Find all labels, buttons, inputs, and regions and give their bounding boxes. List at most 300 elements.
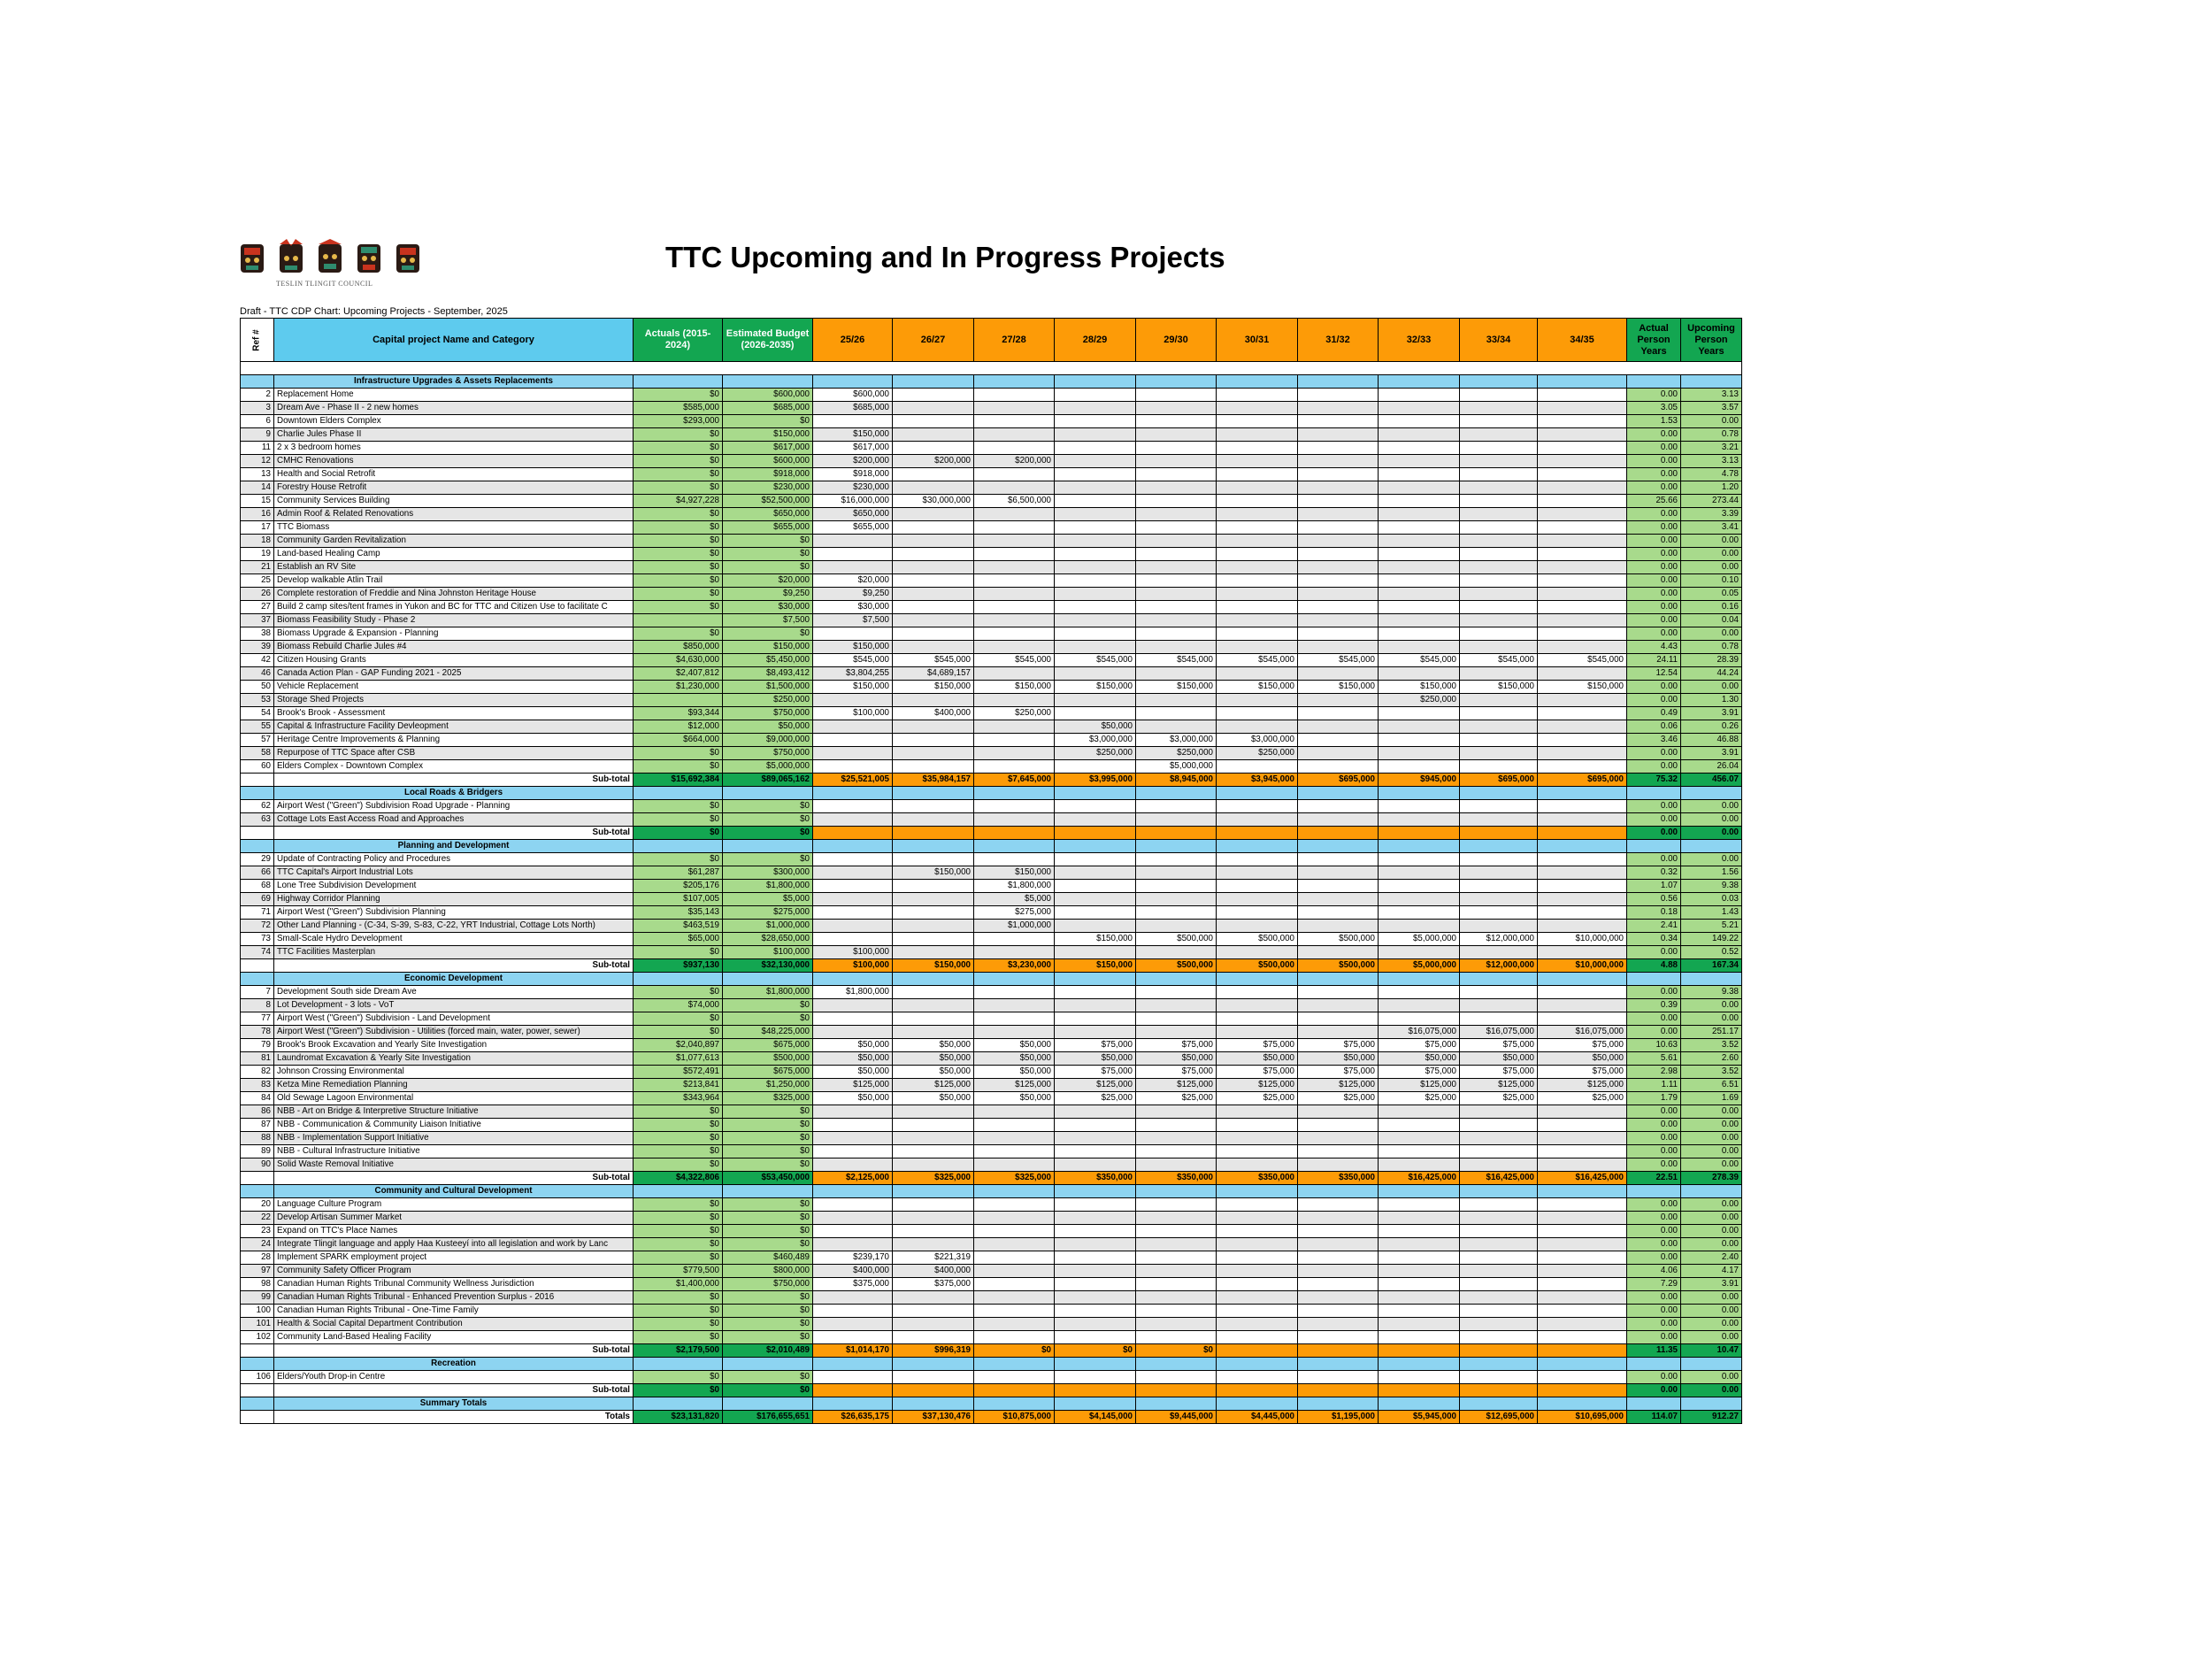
estimated-cell: $325,000 xyxy=(723,1092,813,1105)
section-fill-cell xyxy=(813,1397,893,1411)
project-name: Update of Contracting Policy and Procedures xyxy=(274,853,634,866)
year-cell xyxy=(1136,986,1217,999)
project-name: Storage Shed Projects xyxy=(274,694,634,707)
upcoming-py-cell: 4.17 xyxy=(1681,1265,1742,1278)
actual-py-cell: 0.00 xyxy=(1627,1225,1681,1238)
upcoming-py-cell: 2.60 xyxy=(1681,1052,1742,1066)
year-total: $37,130,476 xyxy=(893,1411,974,1424)
estimated-cell: $0 xyxy=(723,1145,813,1158)
actual-py-cell: 0.00 xyxy=(1627,1318,1681,1331)
table-row xyxy=(241,880,1742,893)
year-cell xyxy=(1538,601,1627,614)
table-row xyxy=(241,1251,1742,1265)
actuals-cell: $0 xyxy=(634,813,723,827)
actuals-cell: $0 xyxy=(634,946,723,959)
year-cell: $545,000 xyxy=(1379,654,1460,667)
subtotal-label: Sub-total xyxy=(274,1172,634,1185)
section-fill-cell xyxy=(1681,1358,1742,1371)
actual-py-cell: 4.43 xyxy=(1627,641,1681,654)
year-cell xyxy=(1136,880,1217,893)
year-cell xyxy=(1460,813,1538,827)
section-header-row xyxy=(241,787,1742,800)
ref-number: 62 xyxy=(241,800,274,813)
project-name: Old Sewage Lagoon Environmental xyxy=(274,1092,634,1105)
year-cell xyxy=(1217,428,1298,442)
year-cell xyxy=(1217,866,1298,880)
year-cell xyxy=(1055,641,1136,654)
year-cell xyxy=(1217,707,1298,720)
actual-py-cell: 24.11 xyxy=(1627,654,1681,667)
year-cell xyxy=(974,1145,1055,1158)
year-cell xyxy=(974,415,1055,428)
year-cell xyxy=(1379,920,1460,933)
project-name: Highway Corridor Planning xyxy=(274,893,634,906)
upcoming-py-cell: 0.00 xyxy=(1681,415,1742,428)
year-cell xyxy=(1055,1251,1136,1265)
year-cell xyxy=(1298,707,1379,720)
year-cell xyxy=(1538,1318,1627,1331)
upcoming-py-cell: 3.13 xyxy=(1681,389,1742,402)
section-header-row xyxy=(241,840,1742,853)
year-cell xyxy=(1379,548,1460,561)
estimated-cell: $675,000 xyxy=(723,1039,813,1052)
year-total xyxy=(1217,1344,1298,1358)
estimated-cell: $250,000 xyxy=(723,694,813,707)
section-fill-cell xyxy=(1379,1185,1460,1198)
actual-py-cell: 0.00 xyxy=(1627,1305,1681,1318)
year-cell xyxy=(1217,1318,1298,1331)
year-cell xyxy=(893,1012,974,1026)
actual-py-cell: 0.49 xyxy=(1627,707,1681,720)
year-total xyxy=(1460,1384,1538,1397)
year-cell xyxy=(1460,1238,1538,1251)
ref-number: 53 xyxy=(241,694,274,707)
year-cell xyxy=(1136,999,1217,1012)
actuals-cell: $74,000 xyxy=(634,999,723,1012)
project-name: Airport West ("Green") Subdivision - Land Development xyxy=(274,1012,634,1026)
estimated-cell: $0 xyxy=(723,800,813,813)
estimated-cell: $50,000 xyxy=(723,720,813,734)
ref-number: 100 xyxy=(241,1305,274,1318)
year-cell xyxy=(1538,747,1627,760)
estimated-cell: $500,000 xyxy=(723,1052,813,1066)
actual-py-cell: 0.00 xyxy=(1627,428,1681,442)
year-cell xyxy=(1217,1026,1298,1039)
table-row xyxy=(241,601,1742,614)
year-cell xyxy=(893,906,974,920)
actual-py-cell: 0.00 xyxy=(1627,747,1681,760)
year-cell xyxy=(893,561,974,574)
section-fill-cell xyxy=(1460,973,1538,986)
year-cell xyxy=(813,893,893,906)
year-cell xyxy=(974,561,1055,574)
year-cell xyxy=(1217,402,1298,415)
upcoming-py-cell: 0.00 xyxy=(1681,1105,1742,1119)
year-cell xyxy=(893,614,974,627)
year-cell xyxy=(1055,1132,1136,1145)
estimated-cell: $100,000 xyxy=(723,946,813,959)
year-total: $500,000 xyxy=(1217,959,1298,973)
upcoming-py-cell: 26.04 xyxy=(1681,760,1742,774)
table-row xyxy=(241,720,1742,734)
year-cell: $25,000 xyxy=(1538,1092,1627,1105)
year-cell xyxy=(1379,481,1460,495)
upcoming-py-cell: 1.43 xyxy=(1681,906,1742,920)
year-cell xyxy=(974,853,1055,866)
actuals-cell: $0 xyxy=(634,1145,723,1158)
upcoming-py-cell: 0.00 xyxy=(1681,1305,1742,1318)
section-fill-cell xyxy=(634,1397,723,1411)
ref-number: 83 xyxy=(241,1079,274,1092)
year-cell xyxy=(1298,1291,1379,1305)
year-cell xyxy=(1538,1265,1627,1278)
ref-number: 72 xyxy=(241,920,274,933)
year-cell xyxy=(1460,1331,1538,1344)
year-cell xyxy=(893,508,974,521)
upcoming-py-cell: 0.16 xyxy=(1681,601,1742,614)
table-row xyxy=(241,1012,1742,1026)
section-fill-cell xyxy=(1538,973,1627,986)
actual-py-cell: 0.00 xyxy=(1627,1371,1681,1384)
section-header-row xyxy=(241,973,1742,986)
upcoming-py-cell: 0.04 xyxy=(1681,614,1742,627)
year-cell: $75,000 xyxy=(1298,1039,1379,1052)
year-total: $150,000 xyxy=(893,959,974,973)
year-total: $3,995,000 xyxy=(1055,774,1136,787)
year-total: $5,945,000 xyxy=(1379,1411,1460,1424)
section-fill-cell xyxy=(634,840,723,853)
year-cell xyxy=(1538,442,1627,455)
upcoming-py-cell: 44.24 xyxy=(1681,667,1742,681)
year-cell: $5,000,000 xyxy=(1379,933,1460,946)
actuals-cell: $343,964 xyxy=(634,1092,723,1105)
year-cell xyxy=(1460,1278,1538,1291)
actual-py-cell: 1.79 xyxy=(1627,1092,1681,1105)
year-cell xyxy=(893,999,974,1012)
ref-number: 86 xyxy=(241,1105,274,1119)
year-cell xyxy=(1538,468,1627,481)
year-cell xyxy=(1217,601,1298,614)
year-cell: $16,075,000 xyxy=(1460,1026,1538,1039)
section-fill-cell xyxy=(1379,1397,1460,1411)
ref-number: 38 xyxy=(241,627,274,641)
year-cell xyxy=(1298,481,1379,495)
year-cell: $3,000,000 xyxy=(1136,734,1217,747)
ref-number: 81 xyxy=(241,1052,274,1066)
table-row xyxy=(241,1278,1742,1291)
actuals-cell: $0 xyxy=(634,627,723,641)
year-cell xyxy=(974,747,1055,760)
year-total xyxy=(893,827,974,840)
year-cell xyxy=(1136,1305,1217,1318)
section-fill-cell xyxy=(1298,1397,1379,1411)
actuals-cell: $12,000 xyxy=(634,720,723,734)
upcoming-py-cell: 3.91 xyxy=(1681,747,1742,760)
year-cell xyxy=(1217,760,1298,774)
upcoming-py-cell: 251.17 xyxy=(1681,1026,1742,1039)
year-cell xyxy=(893,601,974,614)
year-total: $0 xyxy=(1136,1344,1217,1358)
year-cell xyxy=(974,1225,1055,1238)
year-cell xyxy=(813,1145,893,1158)
project-name: Develop Artisan Summer Market xyxy=(274,1212,634,1225)
year-cell xyxy=(813,1238,893,1251)
year-cell xyxy=(1136,1251,1217,1265)
ref-number: 22 xyxy=(241,1212,274,1225)
estimated-total: $2,010,489 xyxy=(723,1344,813,1358)
year-cell xyxy=(1136,707,1217,720)
year-cell: $75,000 xyxy=(1379,1066,1460,1079)
year-cell xyxy=(1298,720,1379,734)
upcoming-py-cell: 9.38 xyxy=(1681,986,1742,999)
year-cell: $250,000 xyxy=(1055,747,1136,760)
header-actuals: Actuals (2015-2024) xyxy=(634,319,723,362)
year-cell xyxy=(1298,1119,1379,1132)
section-fill-cell xyxy=(893,375,974,389)
crest-figure-5 xyxy=(396,244,419,273)
ref-number: 37 xyxy=(241,614,274,627)
year-cell: $50,000 xyxy=(1055,1052,1136,1066)
actuals-cell: $293,000 xyxy=(634,415,723,428)
year-cell xyxy=(1538,707,1627,720)
year-cell xyxy=(1538,906,1627,920)
year-cell xyxy=(1538,535,1627,548)
actuals-cell: $0 xyxy=(634,588,723,601)
year-cell xyxy=(1379,574,1460,588)
year-cell: $3,000,000 xyxy=(1055,734,1136,747)
crest-figure-2 xyxy=(280,239,303,273)
actuals-cell: $0 xyxy=(634,1305,723,1318)
actual-py-cell: 0.00 xyxy=(1627,1145,1681,1158)
table-row xyxy=(241,641,1742,654)
year-cell xyxy=(1460,601,1538,614)
actuals-cell: $0 xyxy=(634,389,723,402)
table-row xyxy=(241,654,1742,667)
estimated-cell: $617,000 xyxy=(723,442,813,455)
section-ref-cell xyxy=(241,1185,274,1198)
year-total: $500,000 xyxy=(1298,959,1379,973)
year-cell: $16,075,000 xyxy=(1379,1026,1460,1039)
year-cell: $12,000,000 xyxy=(1460,933,1538,946)
year-cell xyxy=(893,1119,974,1132)
year-cell: $545,000 xyxy=(1298,654,1379,667)
year-cell xyxy=(1538,1305,1627,1318)
year-cell xyxy=(813,548,893,561)
year-cell xyxy=(1379,1212,1460,1225)
year-cell: $50,000 xyxy=(813,1066,893,1079)
year-cell xyxy=(1055,1026,1136,1039)
actual-py-cell: 0.00 xyxy=(1627,853,1681,866)
year-cell xyxy=(893,853,974,866)
year-cell xyxy=(1460,1291,1538,1305)
ref-number: 7 xyxy=(241,986,274,999)
table-row xyxy=(241,495,1742,508)
actuals-cell: $0 xyxy=(634,1291,723,1305)
estimated-total: $0 xyxy=(723,827,813,840)
year-cell xyxy=(1538,1212,1627,1225)
year-cell xyxy=(1055,1198,1136,1212)
year-cell xyxy=(1217,442,1298,455)
year-cell: $125,000 xyxy=(1217,1079,1298,1092)
year-total: $9,445,000 xyxy=(1136,1411,1217,1424)
year-cell xyxy=(974,1132,1055,1145)
section-fill-cell xyxy=(1217,1358,1298,1371)
year-cell xyxy=(1298,866,1379,880)
ref-number: 50 xyxy=(241,681,274,694)
year-total: $16,425,000 xyxy=(1538,1172,1627,1185)
year-cell: $545,000 xyxy=(1136,654,1217,667)
year-cell xyxy=(1217,880,1298,893)
year-total: $16,425,000 xyxy=(1460,1172,1538,1185)
estimated-cell: $750,000 xyxy=(723,1278,813,1291)
estimated-cell: $0 xyxy=(723,1212,813,1225)
ref-number: 101 xyxy=(241,1318,274,1331)
year-cell xyxy=(1136,561,1217,574)
year-cell xyxy=(1055,760,1136,774)
year-cell xyxy=(1217,1132,1298,1145)
year-cell xyxy=(1055,1225,1136,1238)
actuals-cell: $213,841 xyxy=(634,1079,723,1092)
table-row xyxy=(241,986,1742,999)
table-row xyxy=(241,508,1742,521)
table-row xyxy=(241,1305,1742,1318)
year-cell xyxy=(813,1331,893,1344)
year-cell: $125,000 xyxy=(1055,1079,1136,1092)
header-year: 26/27 xyxy=(893,319,974,362)
table-row xyxy=(241,1052,1742,1066)
year-total: $35,984,157 xyxy=(893,774,974,787)
year-cell: $150,000 xyxy=(813,641,893,654)
year-cell xyxy=(1055,1238,1136,1251)
year-cell xyxy=(893,389,974,402)
year-cell xyxy=(1379,880,1460,893)
ref-number: 79 xyxy=(241,1039,274,1052)
year-cell xyxy=(1055,415,1136,428)
year-cell xyxy=(893,1238,974,1251)
ref-number: 87 xyxy=(241,1119,274,1132)
ref-number: 26 xyxy=(241,588,274,601)
project-name: Biomass Upgrade & Expansion - Planning xyxy=(274,627,634,641)
year-cell xyxy=(893,734,974,747)
year-cell xyxy=(1298,1012,1379,1026)
year-cell xyxy=(893,813,974,827)
actuals-cell: $0 xyxy=(634,468,723,481)
year-cell xyxy=(813,1198,893,1212)
year-cell xyxy=(974,601,1055,614)
year-cell xyxy=(1460,495,1538,508)
estimated-cell: $0 xyxy=(723,561,813,574)
year-cell xyxy=(1055,389,1136,402)
table-row xyxy=(241,747,1742,760)
year-cell xyxy=(1379,415,1460,428)
year-cell xyxy=(1217,946,1298,959)
section-fill-cell xyxy=(1681,973,1742,986)
year-cell xyxy=(974,508,1055,521)
section-fill-cell xyxy=(1627,973,1681,986)
year-cell xyxy=(974,389,1055,402)
year-cell: $25,000 xyxy=(1460,1092,1538,1105)
year-cell xyxy=(974,946,1055,959)
section-fill-cell xyxy=(1136,840,1217,853)
section-fill-cell xyxy=(1627,1185,1681,1198)
upcoming-py-total: 278.39 xyxy=(1681,1172,1742,1185)
actuals-cell: $0 xyxy=(634,853,723,866)
year-total xyxy=(813,1384,893,1397)
actuals-cell: $0 xyxy=(634,1371,723,1384)
upcoming-py-cell: 0.00 xyxy=(1681,535,1742,548)
estimated-cell: $7,500 xyxy=(723,614,813,627)
table-row xyxy=(241,1105,1742,1119)
year-cell xyxy=(1538,561,1627,574)
year-cell xyxy=(1460,747,1538,760)
year-total: $8,945,000 xyxy=(1136,774,1217,787)
year-cell xyxy=(1298,601,1379,614)
year-cell xyxy=(1538,481,1627,495)
year-cell xyxy=(1298,1265,1379,1278)
upcoming-py-cell: 0.00 xyxy=(1681,1212,1742,1225)
year-cell xyxy=(1298,920,1379,933)
year-cell: $500,000 xyxy=(1136,933,1217,946)
year-cell xyxy=(1055,946,1136,959)
project-name: Expand on TTC's Place Names xyxy=(274,1225,634,1238)
table-row xyxy=(241,442,1742,455)
ref-number: 27 xyxy=(241,601,274,614)
section-fill-cell xyxy=(893,787,974,800)
actual-py-cell: 4.06 xyxy=(1627,1265,1681,1278)
totals-row xyxy=(241,1411,1742,1424)
year-cell xyxy=(1055,813,1136,827)
upcoming-py-cell: 0.00 xyxy=(1681,1318,1742,1331)
year-cell xyxy=(1379,1145,1460,1158)
upcoming-py-cell: 0.00 xyxy=(1681,1291,1742,1305)
year-cell xyxy=(1136,614,1217,627)
section-fill-cell xyxy=(1379,787,1460,800)
section-fill-cell xyxy=(1298,375,1379,389)
project-name: Forestry House Retrofit xyxy=(274,481,634,495)
header-year: 34/35 xyxy=(1538,319,1627,362)
table-row xyxy=(241,1265,1742,1278)
year-cell xyxy=(813,933,893,946)
year-cell xyxy=(1379,720,1460,734)
actual-py-cell: 0.00 xyxy=(1627,389,1681,402)
year-cell xyxy=(1055,561,1136,574)
year-total: $10,695,000 xyxy=(1538,1411,1627,1424)
estimated-cell: $28,650,000 xyxy=(723,933,813,946)
year-cell xyxy=(1217,389,1298,402)
subtotal-label: Sub-total xyxy=(274,959,634,973)
estimated-cell: $0 xyxy=(723,415,813,428)
year-cell xyxy=(1136,1265,1217,1278)
year-cell xyxy=(1538,986,1627,999)
year-cell xyxy=(1538,402,1627,415)
year-cell xyxy=(1460,1198,1538,1212)
year-cell xyxy=(813,1305,893,1318)
year-cell: $221,319 xyxy=(893,1251,974,1265)
year-cell xyxy=(1136,508,1217,521)
subtotal-row xyxy=(241,1172,1742,1185)
actuals-cell: $0 xyxy=(634,455,723,468)
ref-number: 46 xyxy=(241,667,274,681)
year-cell xyxy=(1298,853,1379,866)
section-fill-cell xyxy=(1538,1397,1627,1411)
project-name: Canadian Human Rights Tribunal Community Wellness Jurisdiction xyxy=(274,1278,634,1291)
year-cell xyxy=(893,880,974,893)
year-cell xyxy=(1379,893,1460,906)
project-name: Brook's Brook Excavation and Yearly Site Investigation xyxy=(274,1039,634,1052)
year-cell xyxy=(893,415,974,428)
actuals-cell: $4,630,000 xyxy=(634,654,723,667)
year-total xyxy=(974,827,1055,840)
